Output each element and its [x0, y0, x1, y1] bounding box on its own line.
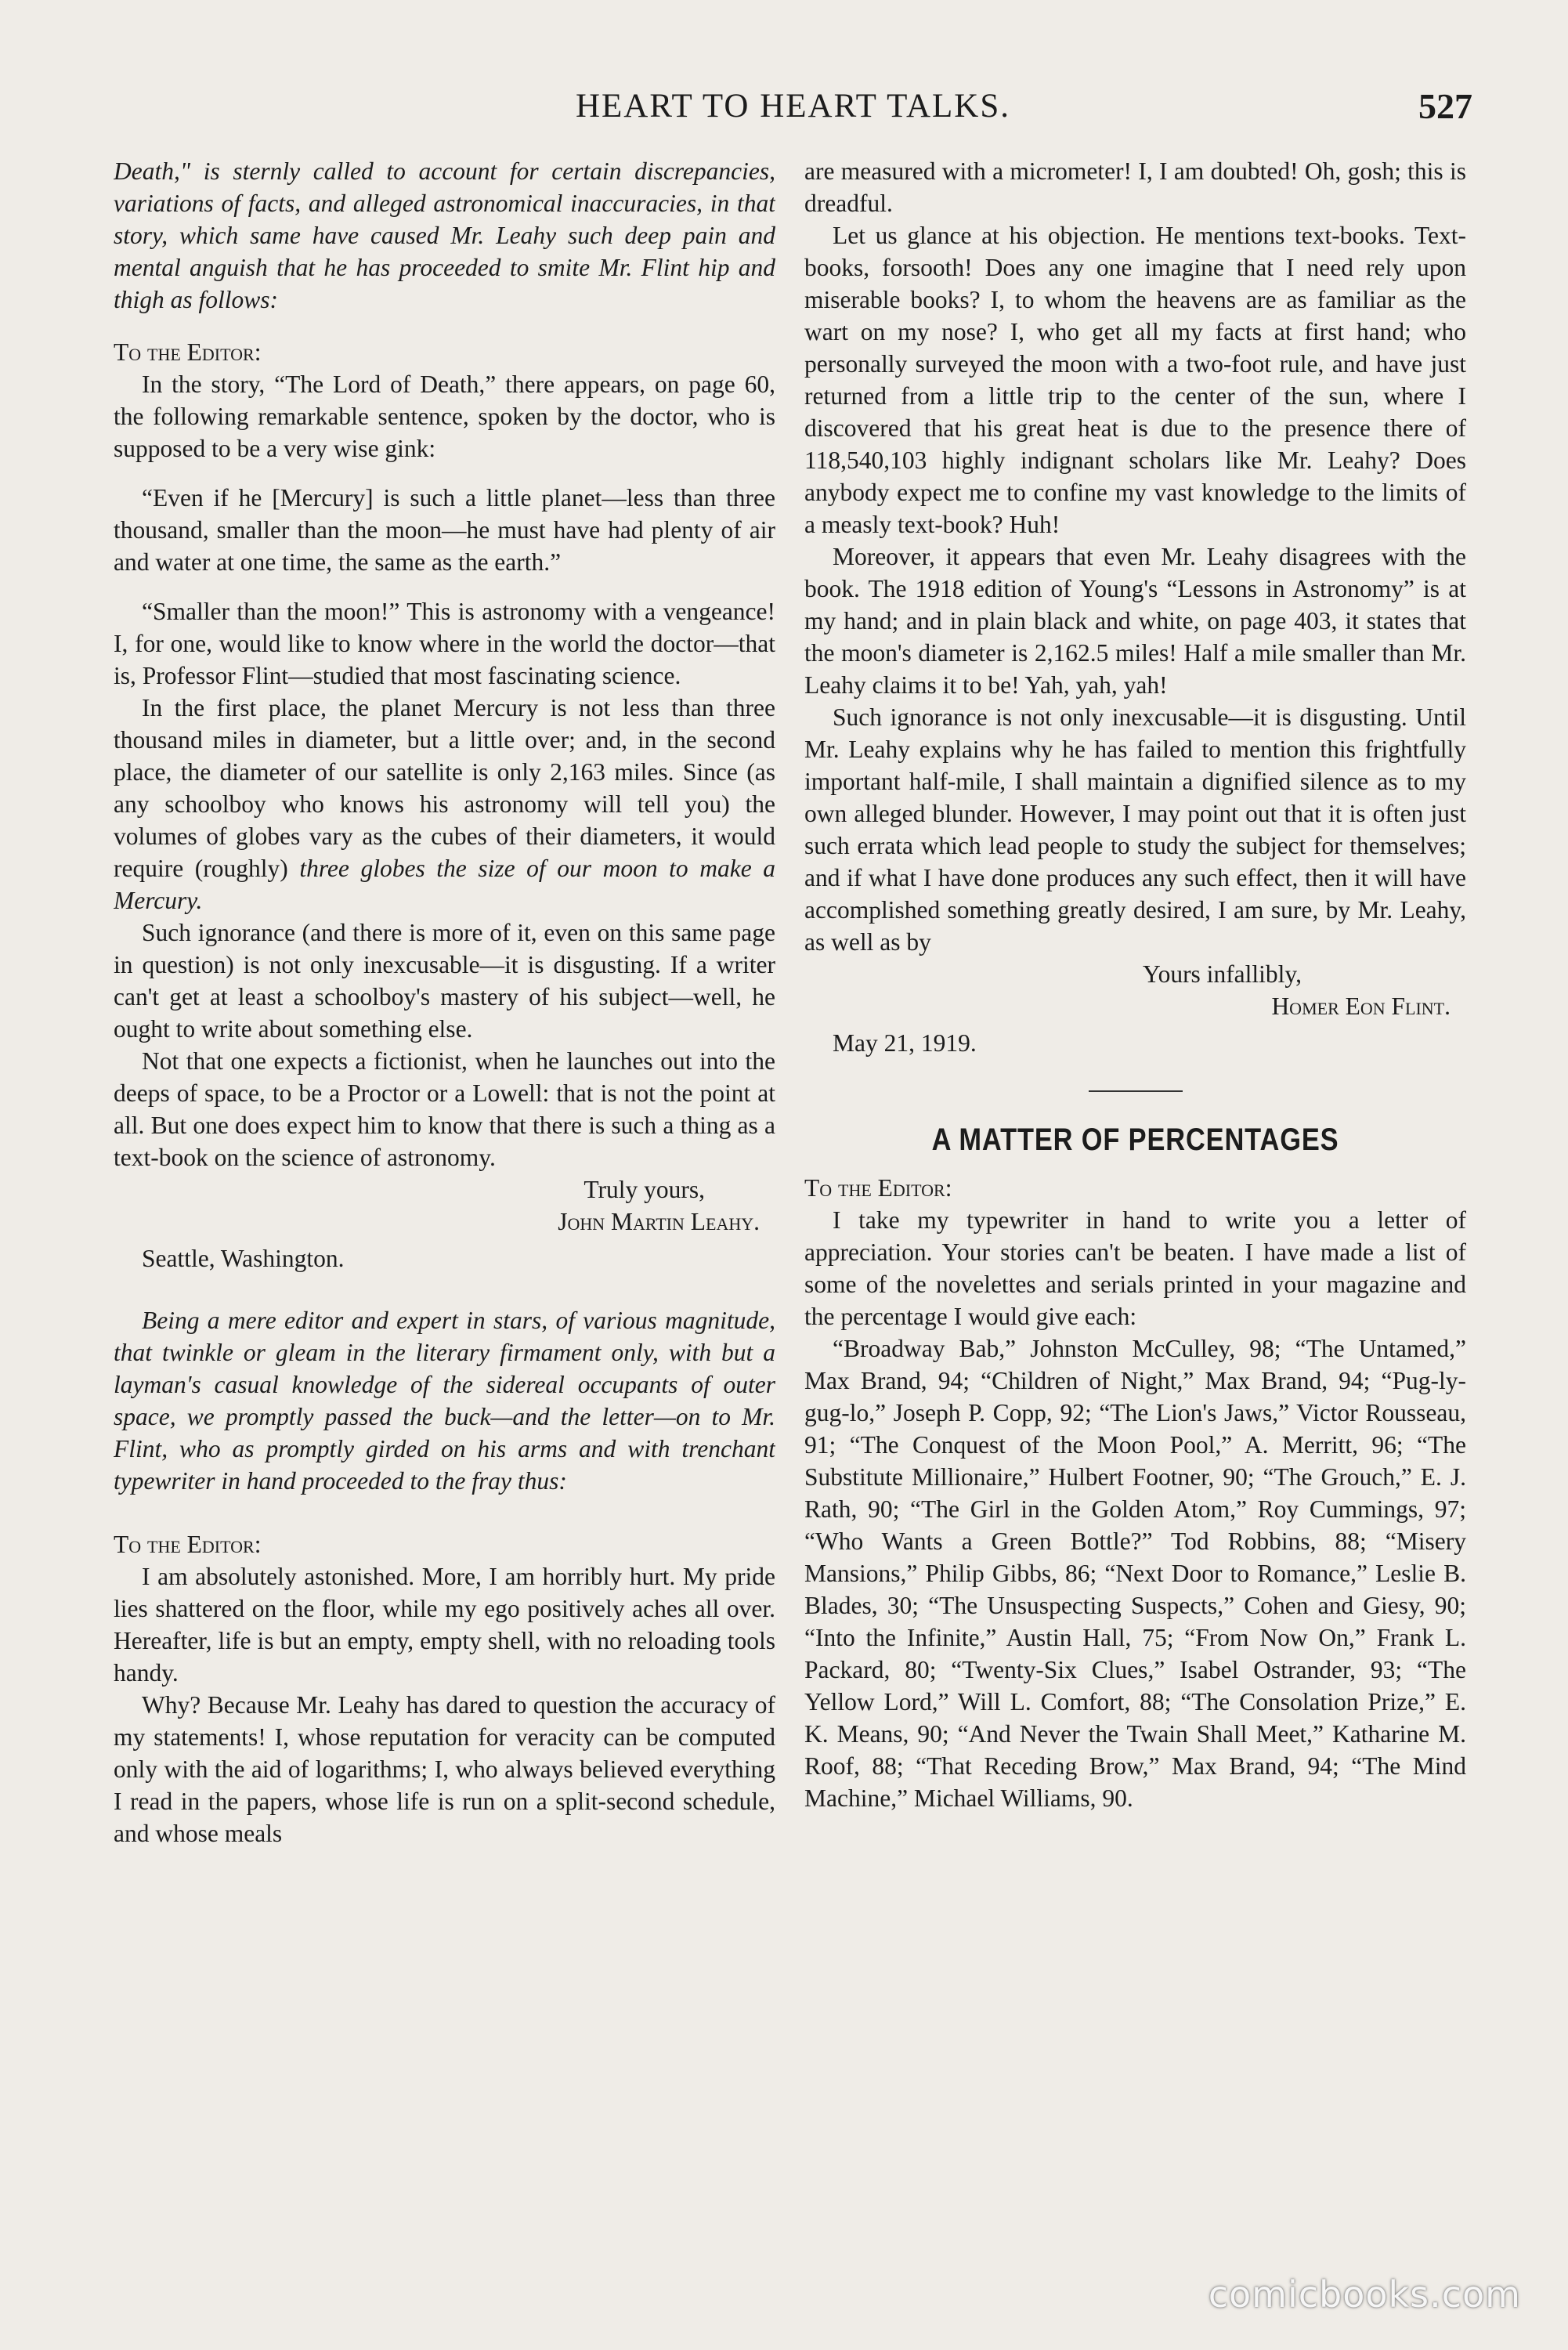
paragraph: Not that one expects a fictionist, when he launches out into the deeps of space, to be a Proctor or a Lowell: that is not the point at all. But one does expect him to know that there is such a thing as a text-book on the science of astronomy. [114, 1047, 775, 1171]
paragraph: Moreover, it appears that even Mr. Leahy disagrees with the book. The 1918 edition of Young's “Lessons in Astronomy” is at my hand; and in plain black and white, on page 403, it states that the moon's diameter is 2,162.5 miles! Half a mile smaller than Mr. Leahy claims it to be! Yah, yah, yah! [804, 543, 1466, 699]
watermark-logo: comicbooks.com [1208, 2273, 1521, 2316]
intro-paragraph: Death," is sternly called to account for certain discrepancies, variations of facts, and alleged astronomical inaccuracies, in that story, which same have caused Mr. Leahy such deep pain and mental anguish that he has proceeded to smite Mr. Flint hip and thigh as follows: [114, 157, 775, 313]
block-quote: “Even if he [Mercury] is such a little planet—less than three thousand, smaller than the moon—he must have had plenty of air and water at one time, the same as the earth.” [114, 484, 775, 576]
paragraph: “Broadway Bab,” Johnston McCulley, 98; “The Untamed,” Max Brand, 94; “Children of Night,” Max Brand, 94; “Pug-ly-gug-lo,” Joseph P. Copp, 92; “The Lion's Jaws,” Victor Rousseau, 91; “The Conquest of the Moon Pool,” A. Merritt, 96; “The Substitute Millionaire,” Hulbert Footner, 90; “The Grouch,” E. J. Rath, 90; “The Girl in the Golden Atom,” Roy Cummings, 97; “Who Wants a Green Bottle?” Tod Robbins, 88; “Misery Mansions,” Philip Gibbs, 86; “Next Door to Romance,” Leslie B. Blades, 30; “The Unsuspecting Suspects,” Cohen and Giesy, 90; “Into the Infinite,” Austin Hall, 75; “From Now On,” Frank L. Packard, 80; “Twenty-Six Clues,” Isabel Ostrander, 93; “The Yellow Lord,” Will L. Comfort, 88; “The Consolation Prize,” E. K. Means, 90; “And Never the Twain Shall Meet,” Katharine M. Roof, 88; “That Receding Brow,” Max Brand, 94; “The Mind Machine,” Michael Williams, 90. [804, 1335, 1466, 1812]
paragraph: I take my typewriter in hand to write you a letter of appreciation. Your stories can't be beaten. I have made a list of some of the novelettes and serials printed in your magazine and the percentage I would give each: [804, 1206, 1466, 1330]
paragraph: Why? Because Mr. Leahy has dared to question the accuracy of my statements! I, whose reputation for veracity can be computed only with the aid of logarithms; I, who always believed everything I read in the papers, whose life is run on a split-second schedule, and whose meals [114, 1691, 775, 1847]
letter-date: May 21, 1919. [833, 1029, 977, 1057]
page-number: 527 [1418, 86, 1472, 126]
paragraph [114, 692, 775, 916]
salutation: To the Editor: [804, 1174, 952, 1202]
paragraph: Let us glance at his objection. He mentions text-books. Text-books, forsooth! Does any one imagine that I need rely upon miserable books? I, to whom the heavens are as familiar as the wart on my nose? I, who get all my facts at first hand; who personally surveyed the moon with a two-foot rule, and have just returned from a little trip to the center of the sun, where I discovered that his great heat is due to the presence there of 118,540,103 highly indignant scholars like Mr. Leahy? Does anybody expect me to confine my vast knowledge to the limits of a measly text-book? Huh! [804, 222, 1466, 538]
letter-signature: John Martin Leahy. [558, 1208, 760, 1235]
running-head: HEART TO HEART TALKS. [575, 88, 1011, 125]
letter-closing: Truly yours, [583, 1176, 705, 1203]
paragraph-continued: are measured with a micrometer! I, I am doubted! Oh, gosh; this is dreadful. [804, 157, 1466, 217]
letter-place: Seattle, Washington. [142, 1245, 345, 1272]
salutation: To the Editor: [114, 1531, 262, 1558]
paragraph: In the story, “The Lord of Death,” there appears, on page 60, the following remarkable sentence, spoken by the doctor, who is supposed to be a very wise gink: [114, 371, 775, 462]
page-header [114, 83, 1472, 130]
paragraph: Such ignorance (and there is more of it, even on this same page in question) is not only inexcusable—it is disgusting. If a writer can't get at least a schoolboy's mastery of his subject—well, he ought to write about something else. [114, 919, 775, 1043]
editor-note: Being a mere editor and expert in stars, of various magnitude, that twinkle or gleam in the literary firmament only, with but a layman's casual knowledge of the sidereal occupants of outer space, we promptly passed the buck—and the letter—on to Mr. Flint, who as promptly girded on his arms and with trenchant typewriter in hand proceeded to the fray thus: [114, 1307, 775, 1495]
section-title: A MATTER OF PERCENTAGES [931, 1123, 1339, 1157]
right-column [804, 155, 1466, 2254]
letter-signature: Homer Eon Flint. [1271, 992, 1451, 1020]
paragraph: Such ignorance is not only inexcusable—it is disgusting. Until Mr. Leahy explains why he has failed to mention this frightfully important half-mile, I shall maintain a dignified silence as to my own alleged blunder. However, I may point out that it is often just such errata which lead people to study the subject for themselves; and if what I have done produces any such effect, then it will have accomplished something greatly desired, I am sure, by Mr. Leahy, as well as by [804, 703, 1466, 956]
paragraph-emphasis: three globes the size of our moon to make a Mercury. [114, 855, 775, 914]
section-divider [1089, 1090, 1183, 1092]
paragraph: I am absolutely astonished. More, I am horribly hurt. My pride lies shattered on the floor, while my ego positively aches all over. Hereafter, life is but an empty, empty shell, with no reloading tools handy. [114, 1563, 775, 1687]
left-column [114, 155, 775, 2254]
letter-closing: Yours infallibly, [1142, 960, 1302, 988]
salutation: To the Editor: [114, 338, 262, 366]
paragraph: “Smaller than the moon!” This is astronomy with a vengeance! I, for one, would like to know where in the world the doctor—that is, Professor Flint—studied that most fascinating science. [114, 598, 775, 689]
paragraph-text: In the first place, the planet Mercury is not less than three thousand miles in diameter, but a little over; and, in the second place, the diameter of our satellite is only 2,163 miles. Since (as any schoolboy who knows his astronomy will tell you) the volumes of globes vary as the cubes of their diameters, it would require (roughly) [114, 694, 775, 882]
